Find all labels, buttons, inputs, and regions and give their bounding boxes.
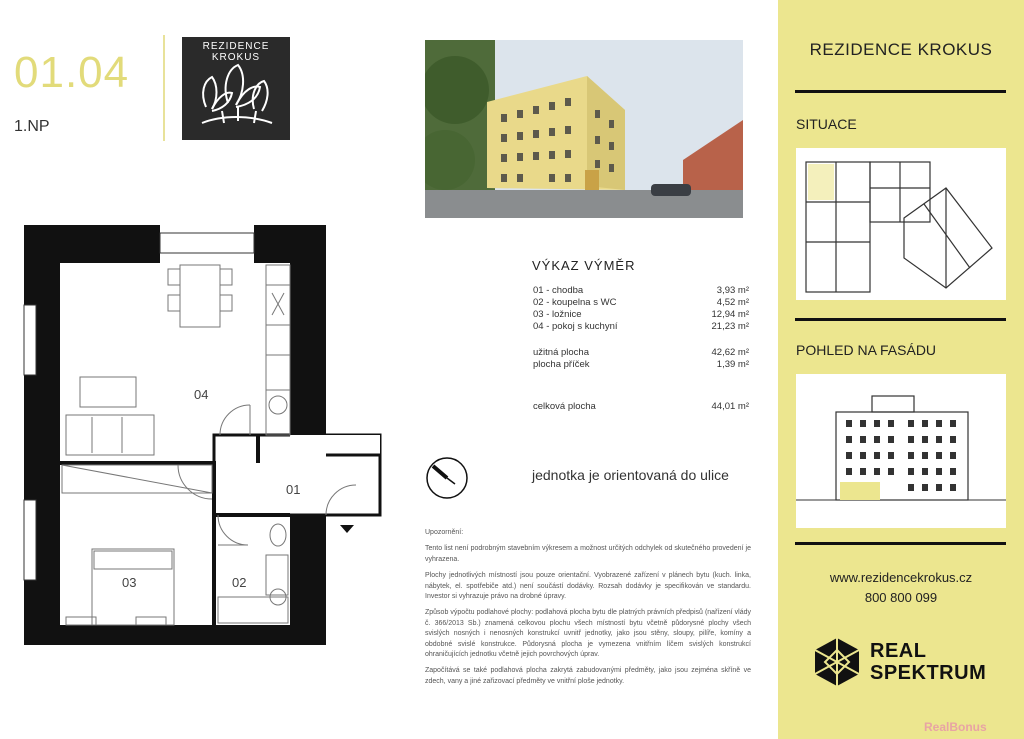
sidebar-rule (795, 90, 1006, 93)
brand-line-2: SPEKTRUM (870, 662, 987, 684)
crocus-flowers-icon (182, 37, 290, 140)
facade-label: POHLED NA FASÁDU (796, 342, 937, 358)
orientation-text: jednotka je orientovaná do ulice (532, 467, 729, 483)
notice (425, 528, 751, 693)
notice-paragraph: Tento list není podrobným stavebním výkresem a možnost určitých odchylek od skutečného provedení je vyhrazena. (425, 545, 751, 563)
unit-number: 01.04 (14, 48, 130, 97)
area-label: 04 - pokoj s kuchyní (533, 321, 618, 332)
area-row (533, 321, 749, 333)
area-row (533, 285, 749, 297)
phone-number[interactable]: 800 800 099 (864, 590, 938, 605)
room-label-02: 02 (232, 575, 247, 590)
area-value: 3,93 m² (716, 285, 749, 296)
website-link[interactable]: www.rezidencekrokus.cz (829, 570, 973, 585)
partition-area-row: plocha příček 1,39 m² (533, 359, 749, 370)
notice-paragraph: Plochy jednotlivých místností jsou pouze orientační. Vyobrazené zařízení v plánech bytu (kuch. linka, nábytek, el. spotřebiče atd.) není součástí dodávky. Rozsah dodávky je specifikován ve standardu. Investor si vyhrazuje právo na drobné úpravy. (425, 572, 751, 601)
room-label-03: 03 (122, 575, 137, 590)
situation-label: SITUACE (796, 116, 857, 132)
real-spektrum-logo-icon (812, 636, 862, 688)
room-label-01: 01 (286, 482, 301, 497)
brand-line-1: REAL (870, 640, 927, 662)
watermark: RealBonus (924, 720, 987, 734)
notice-paragraph: Způsob výpočtu podlahové plochy: podlahová plocha bytu dle platných právních předpisů (nařízení vlády č. 366/2013 Sb.) znamená celkovou plochu všech místností bytu včetně půdorysné plochy všech svislých nosných i nenosných konstrukcí uvnitř jednotky, jako jsou stěny, sloupy, pilíře, komíny a obdobné svislé konstrukce. Půdorysná plocha je vymezena vnitřním líčem svislých konstrukcí ohraničujících jednotku včetně jejich povrchových úprav. (425, 609, 751, 659)
area-summary (533, 285, 749, 413)
total-area-row: celková plocha 44,01 m² (533, 401, 749, 412)
floor-plan (22, 225, 382, 645)
floor-label: 1.NP (14, 118, 50, 135)
area-label: 01 - chodba (533, 285, 584, 296)
area-row (533, 297, 749, 309)
area-label: 03 - ložnice (533, 309, 582, 320)
top-wall-left (24, 225, 160, 263)
usable-area-row: užitná plocha 42,62 m² (533, 347, 749, 358)
situation-plan (796, 148, 1006, 300)
sidebar-rule (795, 542, 1006, 545)
brand-name (870, 640, 986, 684)
room-label-04: 04 (194, 387, 209, 402)
building-photo (425, 40, 743, 218)
divider-line (163, 35, 165, 141)
sidebar-rule (795, 318, 1006, 321)
project-title: REZIDENCE KROKUS (809, 40, 993, 59)
bottom-wall (24, 625, 324, 645)
area-value: 4,52 m² (716, 297, 749, 308)
notice-title: Upozornění: (425, 529, 464, 536)
area-value: 21,23 m² (711, 321, 749, 332)
notice-paragraph: Započítává se také podlahová plocha zakrytá zabudovanými předměty, jako jsou zejména skříně ve zdech, vany a jiné zařizovací předměty ve vnitřní ploše jednotky. (425, 667, 751, 685)
area-value: 12,94 m² (711, 309, 749, 320)
sidebar (778, 0, 1024, 739)
left-wall (24, 225, 60, 645)
summary-title: VÝKAZ VÝMĚR (532, 258, 636, 273)
area-label: 02 - koupelna s WC (533, 297, 617, 308)
compass-icon (425, 456, 469, 500)
krokus-logo (182, 37, 290, 140)
area-row (533, 309, 749, 321)
facade-drawing (796, 374, 1006, 528)
logo-text: REZIDENCE KROKUS (202, 41, 270, 63)
